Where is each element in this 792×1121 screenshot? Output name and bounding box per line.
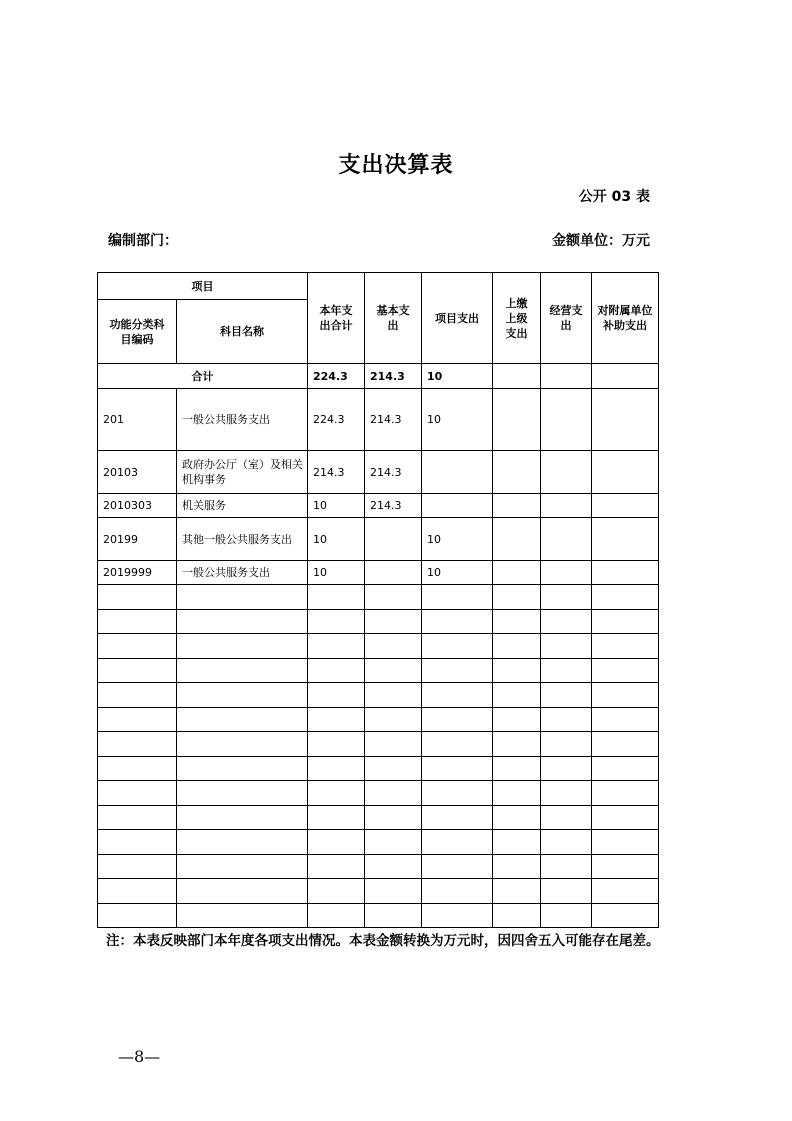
empty-row — [98, 879, 659, 904]
row-business — [541, 561, 592, 585]
row-name: 政府办公厅（室）及相关机构事务 — [177, 451, 308, 494]
row-basic — [365, 518, 422, 561]
summary-label: 合计 — [98, 364, 308, 389]
row-code: 20199 — [98, 518, 177, 561]
summary-upper — [493, 364, 541, 389]
row-total: 10 — [308, 494, 365, 518]
empty-row — [98, 732, 659, 757]
row-name: 一般公共服务支出 — [177, 389, 308, 451]
table-row — [98, 494, 659, 518]
header-item: 项目 — [98, 273, 308, 300]
row-project — [422, 451, 493, 494]
empty-row — [98, 585, 659, 610]
row-basic: 214.3 — [365, 389, 422, 451]
row-project — [422, 494, 493, 518]
row-code: 2019999 — [98, 561, 177, 585]
page-title: 支出决算表 — [338, 153, 454, 178]
row-basic: 214.3 — [365, 451, 422, 494]
empty-row — [98, 756, 659, 781]
row-upper — [493, 494, 541, 518]
summary-subsidy — [592, 364, 659, 389]
table-row — [98, 389, 659, 451]
empty-row — [98, 634, 659, 659]
row-name: 机关服务 — [177, 494, 308, 518]
row-code: 20103 — [98, 451, 177, 494]
row-subsidy — [592, 561, 659, 585]
summary-row — [98, 364, 659, 389]
table-note: 注：本表反映部门本年度各项支出情况。本表金额转换为万元时，因四舍五入可能存在尾差。 — [106, 933, 660, 949]
table-row — [98, 518, 659, 561]
row-upper — [493, 389, 541, 451]
empty-row — [98, 903, 659, 928]
form-number: 公开 03 表 — [578, 189, 650, 205]
header-subsidy: 对附属单位补助支出 — [592, 273, 659, 364]
summary-business — [541, 364, 592, 389]
unit-label: 金额单位：万元 — [552, 233, 650, 249]
empty-row — [98, 707, 659, 732]
header-code: 功能分类科目编码 — [98, 300, 177, 364]
summary-project: 10 — [422, 364, 493, 389]
row-subsidy — [592, 494, 659, 518]
summary-basic: 214.3 — [365, 364, 422, 389]
header-name: 科目名称 — [177, 300, 308, 364]
row-subsidy — [592, 518, 659, 561]
row-subsidy — [592, 451, 659, 494]
empty-row — [98, 658, 659, 683]
row-business — [541, 389, 592, 451]
row-total: 214.3 — [308, 451, 365, 494]
header-basic: 基本支出 — [365, 273, 422, 364]
row-project: 10 — [422, 389, 493, 451]
dept-label: 编制部门： — [108, 233, 178, 249]
row-total: 10 — [308, 518, 365, 561]
row-upper — [493, 561, 541, 585]
row-business — [541, 518, 592, 561]
row-code: 201 — [98, 389, 177, 451]
row-upper — [493, 451, 541, 494]
expenditure-table — [97, 272, 659, 928]
row-business — [541, 451, 592, 494]
summary-total: 224.3 — [308, 364, 365, 389]
table-row — [98, 451, 659, 494]
empty-row — [98, 683, 659, 708]
row-total: 10 — [308, 561, 365, 585]
header-upper: 上缴上级支出 — [493, 273, 541, 364]
empty-row — [98, 781, 659, 806]
row-name: 其他一般公共服务支出 — [177, 518, 308, 561]
row-total: 224.3 — [308, 389, 365, 451]
table-row — [98, 561, 659, 585]
header-total: 本年支出合计 — [308, 273, 365, 364]
row-project: 10 — [422, 518, 493, 561]
row-subsidy — [592, 389, 659, 451]
empty-row — [98, 609, 659, 634]
row-name: 一般公共服务支出 — [177, 561, 308, 585]
empty-row — [98, 805, 659, 830]
header-business: 经营支出 — [541, 273, 592, 364]
empty-row — [98, 854, 659, 879]
row-basic: 214.3 — [365, 494, 422, 518]
empty-row — [98, 830, 659, 855]
header-project: 项目支出 — [422, 273, 493, 364]
row-code: 2010303 — [98, 494, 177, 518]
row-business — [541, 494, 592, 518]
row-project: 10 — [422, 561, 493, 585]
page-number: —8— — [118, 1047, 161, 1066]
row-upper — [493, 518, 541, 561]
row-basic — [365, 561, 422, 585]
